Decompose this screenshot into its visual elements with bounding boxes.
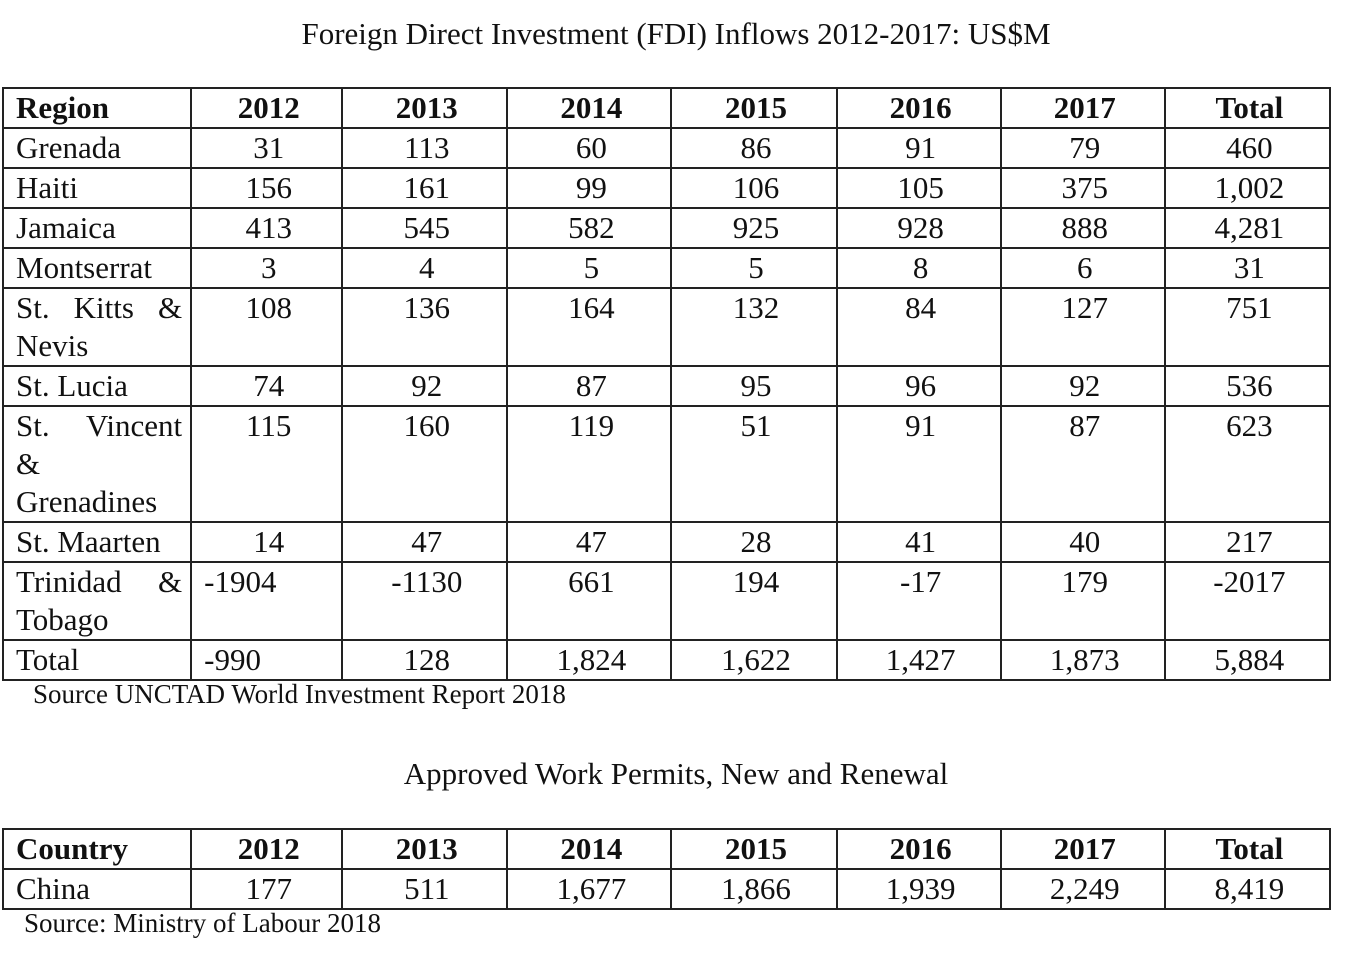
table-cell: 6 [1001,248,1165,288]
table-cell: 92 [342,366,507,406]
table-cell: 136 [342,288,507,366]
table-cell: 1,677 [507,869,671,909]
table-cell: 119 [507,406,671,522]
row-label-cell: Grenada [3,128,191,168]
table-row [3,522,1330,562]
table-row [3,869,1330,909]
fdi-table-body [3,128,1330,680]
table-cell: 74 [191,366,342,406]
table-cell: 1,824 [507,640,671,680]
row-label-cell: St. Maarten [3,522,191,562]
row-label-cell: Trinidad & Tobago [3,562,191,640]
table-cell: 1,427 [837,640,1001,680]
table-cell: 84 [837,288,1001,366]
table-cell: 164 [507,288,671,366]
table-header-row [3,88,1330,128]
table-row [3,128,1330,168]
table-cell: 1,622 [671,640,836,680]
table-cell: 87 [507,366,671,406]
table-cell: 95 [671,366,836,406]
table-cell: 375 [1001,168,1165,208]
table-cell: 511 [342,869,507,909]
table-row [3,406,1330,522]
table-cell: 106 [671,168,836,208]
table-header-row [3,829,1330,869]
table-cell: 132 [671,288,836,366]
column-header-2017: 2017 [1001,829,1165,869]
table-cell: 60 [507,128,671,168]
column-header-2017: 2017 [1001,88,1165,128]
table-cell: 4,281 [1165,208,1330,248]
table-cell: 51 [671,406,836,522]
row-label-cell: Montserrat [3,248,191,288]
table-cell: 31 [191,128,342,168]
column-header-2012: 2012 [191,88,342,128]
table-cell: 8 [837,248,1001,288]
column-header-2013: 2013 [342,829,507,869]
table-cell: 217 [1165,522,1330,562]
table-cell: 545 [342,208,507,248]
row-label-cell: St. Kitts & Nevis [3,288,191,366]
table-cell: 115 [191,406,342,522]
table-cell: 413 [191,208,342,248]
fdi-table-title: Foreign Direct Investment (FDI) Inflows 2012-2017: US$M [301,16,1051,51]
table-row [3,248,1330,288]
table-cell: 14 [191,522,342,562]
table-cell: 177 [191,869,342,909]
table-cell: 888 [1001,208,1165,248]
table-cell: 460 [1165,128,1330,168]
table-cell: 87 [1001,406,1165,522]
row-label-cell: China [3,869,191,909]
table-cell: 4 [342,248,507,288]
table-cell: -17 [837,562,1001,640]
table-cell: 8,419 [1165,869,1330,909]
table-cell: -1130 [342,562,507,640]
row-label-cell: Total [3,640,191,680]
column-header-2014: 2014 [507,88,671,128]
table-cell: 623 [1165,406,1330,522]
table-cell: 113 [342,128,507,168]
table-cell: 31 [1165,248,1330,288]
table-cell: 99 [507,168,671,208]
row-label-cell: Haiti [3,168,191,208]
row-label-cell: St. Lucia [3,366,191,406]
table-cell: 86 [671,128,836,168]
column-header-2015: 2015 [671,829,836,869]
table-cell: 92 [1001,366,1165,406]
table-cell: 47 [342,522,507,562]
column-header-2016: 2016 [837,829,1001,869]
column-header-2012: 2012 [191,829,342,869]
table-cell: 1,873 [1001,640,1165,680]
table-cell: 5,884 [1165,640,1330,680]
table-cell: 536 [1165,366,1330,406]
table-row [3,366,1330,406]
table-cell: 194 [671,562,836,640]
table-cell: 582 [507,208,671,248]
work-permits-table [2,828,1331,910]
row-label-cell: Jamaica [3,208,191,248]
table-row [3,208,1330,248]
fdi-source-note: Source UNCTAD World Investment Report 2018 [33,679,566,709]
table-cell: 5 [507,248,671,288]
table-cell: -2017 [1165,562,1330,640]
fdi-table [2,87,1331,681]
table-cell: 161 [342,168,507,208]
table-cell: 928 [837,208,1001,248]
column-header-2013: 2013 [342,88,507,128]
work-permits-table-body [3,869,1330,909]
table-cell: 79 [1001,128,1165,168]
table-cell: 661 [507,562,671,640]
table-cell: 128 [342,640,507,680]
table-cell: 1,866 [671,869,836,909]
table-cell: 3 [191,248,342,288]
row-label-cell: St. Vincent & Grenadines [3,406,191,522]
table-cell: 751 [1165,288,1330,366]
table-cell: 1,939 [837,869,1001,909]
table-cell: 91 [837,406,1001,522]
work-permits-table-title: Approved Work Permits, New and Renewal [403,756,949,791]
column-header-2016: 2016 [837,88,1001,128]
table-cell: 2,249 [1001,869,1165,909]
column-header-country: Country [3,829,191,869]
table-cell: 156 [191,168,342,208]
table-cell: 91 [837,128,1001,168]
work-permits-source-note: Source: Ministry of Labour 2018 [24,908,381,938]
table-cell: 28 [671,522,836,562]
column-header-2014: 2014 [507,829,671,869]
table-cell: 41 [837,522,1001,562]
column-header-region: Region [3,88,191,128]
table-cell: 1,002 [1165,168,1330,208]
table-cell: 127 [1001,288,1165,366]
table-cell: 179 [1001,562,1165,640]
column-header-total: Total [1165,829,1330,869]
table-cell: -1904 [191,562,342,640]
table-cell: -990 [191,640,342,680]
table-cell: 160 [342,406,507,522]
table-cell: 105 [837,168,1001,208]
table-row [3,168,1330,208]
table-row [3,640,1330,680]
table-cell: 108 [191,288,342,366]
table-cell: 40 [1001,522,1165,562]
table-cell: 925 [671,208,836,248]
column-header-total: Total [1165,88,1330,128]
table-cell: 47 [507,522,671,562]
table-cell: 5 [671,248,836,288]
table-row [3,288,1330,366]
table-row [3,562,1330,640]
table-cell: 96 [837,366,1001,406]
column-header-2015: 2015 [671,88,836,128]
